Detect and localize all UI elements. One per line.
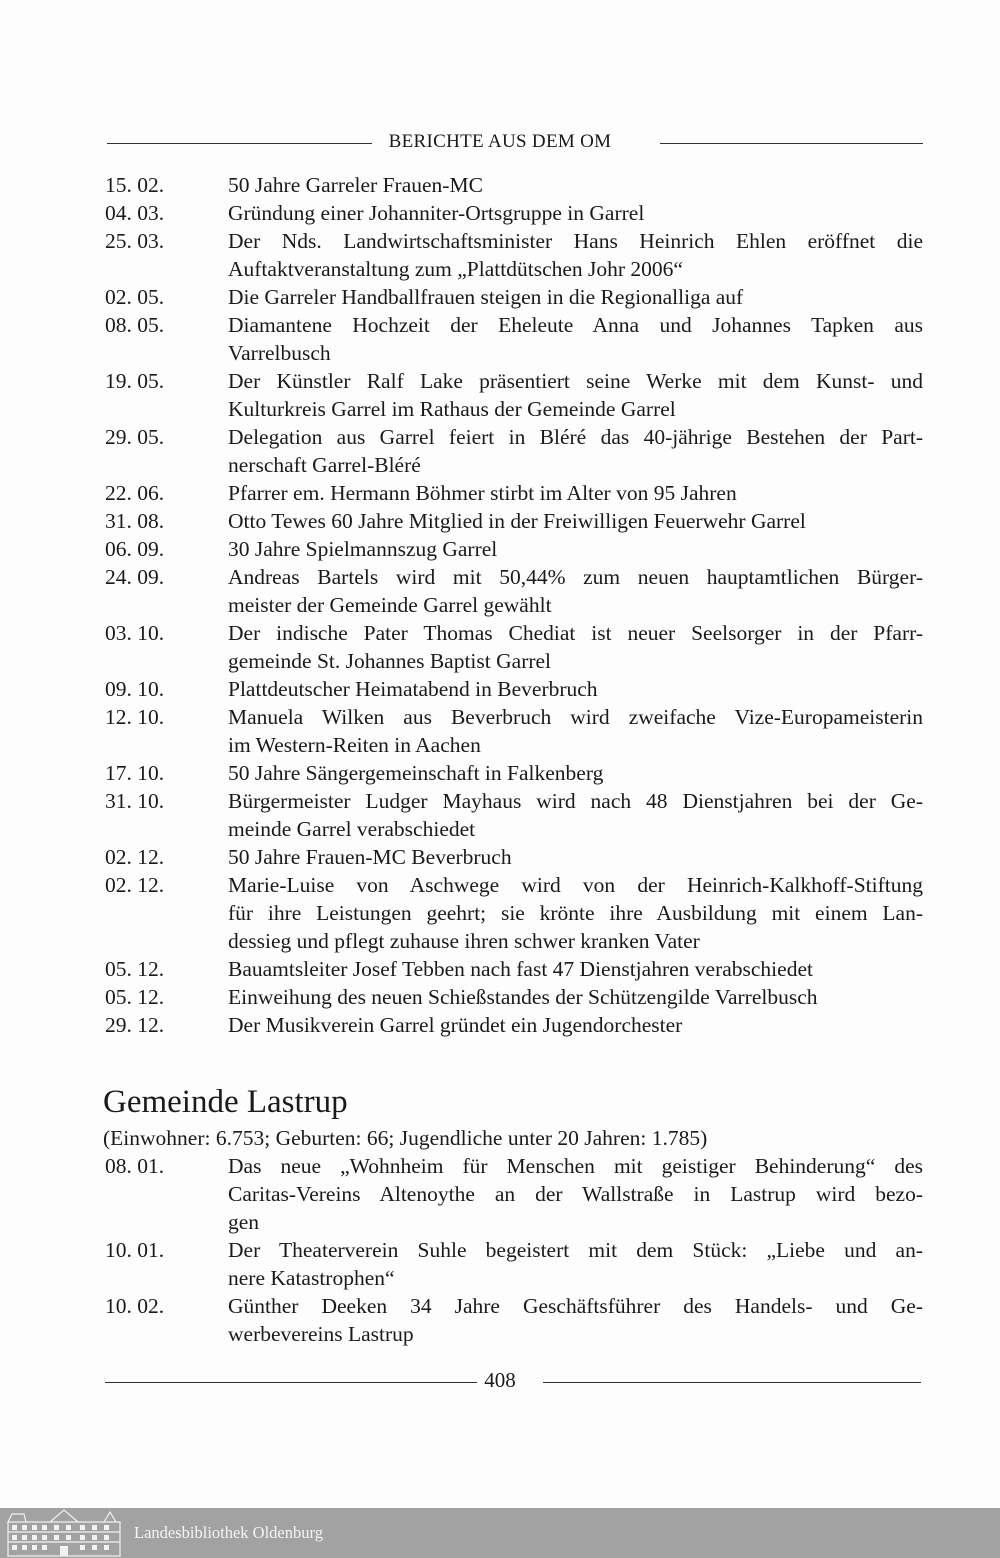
entry-date: 12. 10. [105, 705, 165, 729]
entry-text-line: meister der Gemeinde Garrel gewählt [228, 593, 552, 617]
entry-date: 25. 03. [105, 229, 165, 253]
entry-text [228, 703, 923, 759]
entry-date: 02. 12. [105, 873, 165, 897]
entry-text-line: 50 Jahre Frauen-MC Beverbruch [228, 845, 512, 869]
chronicle-entry [105, 871, 923, 955]
entry-text [228, 759, 923, 787]
page-number: 408 [484, 1368, 516, 1392]
chronicle-entry [105, 367, 923, 423]
entry-text [228, 563, 923, 619]
entry-date: 08. 01. [105, 1154, 165, 1178]
entry-text [228, 1011, 923, 1039]
entry-text [228, 311, 923, 367]
entry-date: 29. 05. [105, 425, 165, 449]
entry-date: 05. 12. [105, 985, 165, 1009]
entry-date: 04. 03. [105, 201, 165, 225]
entry-text-line: Marie-Luise von Aschwege wird von der Heinrich-Kalkhoff-Stiftung [228, 873, 923, 897]
chronicle-entry [105, 619, 923, 675]
section-stats: (Einwohner: 6.753; Geburten: 66; Jugendliche unter 20 Jahren: 1.785) [103, 1126, 708, 1150]
chronicle-entry [105, 311, 923, 367]
entry-text [228, 871, 923, 955]
entry-text [228, 367, 923, 423]
entry-text [228, 423, 923, 479]
chronicle-entry [105, 703, 923, 759]
library-footer-bar [0, 1508, 1000, 1558]
entry-text-line: 50 Jahre Sängergemeinschaft in Falkenberg [228, 761, 604, 785]
chronicle-entry [105, 563, 923, 619]
library-building-logo [4, 1508, 124, 1558]
entry-text [228, 171, 923, 199]
running-header: BERICHTE AUS DEM OM [388, 131, 612, 152]
entry-text-line: Auftaktveranstaltung zum „Plattdütschen Johr 2006“ [228, 257, 683, 281]
entry-text-line: Der Musikverein Garrel gründet ein Jugendorchester [228, 1013, 683, 1037]
entry-date: 08. 05. [105, 313, 165, 337]
entry-text [228, 983, 923, 1011]
chronicle-entry [105, 1292, 923, 1348]
entry-text [228, 843, 923, 871]
entry-date: 05. 12. [105, 957, 165, 981]
entry-text-line: Varrelbusch [228, 341, 331, 365]
entry-date: 06. 09. [105, 537, 165, 561]
entry-text [228, 675, 923, 703]
chronicle-entry [105, 507, 923, 535]
entry-text [228, 1152, 923, 1236]
chronicle-entry [105, 283, 923, 311]
chronicle-entry [105, 199, 923, 227]
entry-date: 15. 02. [105, 173, 165, 197]
entry-text-line: Günther Deeken 34 Jahre Geschäftsführer des Handels- und Ge- [228, 1294, 923, 1318]
entry-text-line: Der Nds. Landwirtschaftsminister Hans Heinrich Ehlen eröffnet die [228, 229, 923, 253]
entry-text [228, 1292, 923, 1348]
chronicle-entry [105, 983, 923, 1011]
entry-text-line: Einweihung des neuen Schießstandes der Schützengilde Varrelbusch [228, 985, 818, 1009]
entry-text-line: Bürgermeister Ludger Mayhaus wird nach 48 Dienstjahren bei der Ge- [228, 789, 923, 813]
chronicle-entry [105, 843, 923, 871]
entry-text-line: für ihre Leistungen geehrt; sie krönte ihre Ausbildung mit einem Lan- [228, 901, 923, 925]
entry-text-line: nerschaft Garrel-Bléré [228, 453, 421, 477]
entry-text-line: gemeinde St. Johannes Baptist Garrel [228, 649, 552, 673]
chronicle-entry [105, 1152, 923, 1236]
chronicle-entry [105, 479, 923, 507]
footer-rule-right [543, 1382, 921, 1383]
chronicle-list-lastrup [105, 1152, 923, 1348]
entry-text-line: Der Theaterverein Suhle begeistert mit dem Stück: „Liebe und an- [228, 1238, 923, 1262]
entry-date: 09. 10. [105, 677, 165, 701]
entry-text-line: Kulturkreis Garrel im Rathaus der Gemeinde Garrel [228, 397, 676, 421]
entry-date: 10. 01. [105, 1238, 165, 1262]
chronicle-list-garrel [105, 171, 923, 1039]
library-name: Landesbibliothek Oldenburg [134, 1523, 323, 1542]
chronicle-entry [105, 955, 923, 983]
entry-date: 29. 12. [105, 1013, 165, 1037]
entry-text-line: nere Katastrophen“ [228, 1266, 395, 1290]
entry-date: 10. 02. [105, 1294, 165, 1318]
entry-text-line: Der indische Pater Thomas Chediat ist neuer Seelsorger in der Pfarr- [228, 621, 923, 645]
entry-text-line: im Western-Reiten in Aachen [228, 733, 481, 757]
entry-text [228, 619, 923, 675]
entry-date: 31. 10. [105, 789, 165, 813]
entry-date: 24. 09. [105, 565, 165, 589]
entry-text-line: Plattdeutscher Heimatabend in Beverbruch [228, 677, 598, 701]
entry-text-line: Gründung einer Johanniter-Ortsgruppe in Garrel [228, 201, 645, 225]
entry-text-line: dessieg und pflegt zuhause ihren schwer kranken Vater [228, 929, 700, 953]
chronicle-entry [105, 759, 923, 787]
entry-text-line: Manuela Wilken aus Beverbruch wird zweifache Vize-Europameisterin [228, 705, 923, 729]
entry-text [228, 535, 923, 563]
entry-date: 19. 05. [105, 369, 165, 393]
entry-text [228, 787, 923, 843]
chronicle-entry [105, 423, 923, 479]
entry-text-line: Der Künstler Ralf Lake präsentiert seine Werke mit dem Kunst- und [228, 369, 923, 393]
section-title: Gemeinde Lastrup [103, 1084, 348, 1120]
entry-text [228, 283, 923, 311]
chronicle-entry [105, 171, 923, 199]
chronicle-entry [105, 1011, 923, 1039]
entry-text-line: Pfarrer em. Hermann Böhmer stirbt im Alter von 95 Jahren [228, 481, 737, 505]
entry-text-line: Caritas-Vereins Altenoythe an der Wallstraße in Lastrup wird bezo- [228, 1182, 923, 1206]
entry-text [228, 1236, 923, 1292]
entry-text-line: Das neue „Wohnheim für Menschen mit geistiger Behinderung“ des [228, 1154, 923, 1178]
entry-text-line: Die Garreler Handballfrauen steigen in die Regionalliga auf [228, 285, 744, 309]
entry-text-line: Delegation aus Garrel feiert in Bléré das 40-jährige Bestehen der Part- [228, 425, 923, 449]
entry-text [228, 199, 923, 227]
entry-text-line: Otto Tewes 60 Jahre Mitglied in der Freiwilligen Feuerwehr Garrel [228, 509, 806, 533]
entry-date: 03. 10. [105, 621, 165, 645]
entry-date: 22. 06. [105, 481, 165, 505]
chronicle-entry [105, 675, 923, 703]
entry-text-line: Diamantene Hochzeit der Eheleute Anna und Johannes Tapken aus [228, 313, 923, 337]
entry-text-line: meinde Garrel verabschiedet [228, 817, 476, 841]
header-rule-right [660, 143, 923, 144]
entry-date: 02. 12. [105, 845, 165, 869]
entry-date: 17. 10. [105, 761, 165, 785]
entry-text-line: Andreas Bartels wird mit 50,44% zum neuen hauptamtlichen Bürger- [228, 565, 923, 589]
entry-text-line: 50 Jahre Garreler Frauen-MC [228, 173, 483, 197]
entry-text [228, 955, 923, 983]
section-lastrup [103, 1082, 923, 1348]
chronicle-entry [105, 535, 923, 563]
entry-text [228, 479, 923, 507]
entry-text-line: werbevereins Lastrup [228, 1322, 414, 1346]
entry-text-line: gen [228, 1210, 260, 1234]
chronicle-entry [105, 227, 923, 283]
entry-text-line: Bauamtsleiter Josef Tebben nach fast 47 Dienstjahren verabschiedet [228, 957, 813, 981]
entry-text [228, 227, 923, 283]
entry-text [228, 507, 923, 535]
chronicle-entry [105, 1236, 923, 1292]
entry-date: 31. 08. [105, 509, 165, 533]
entry-text-line: 30 Jahre Spielmannszug Garrel [228, 537, 498, 561]
chronicle-entry [105, 787, 923, 843]
entry-date: 02. 05. [105, 285, 165, 309]
